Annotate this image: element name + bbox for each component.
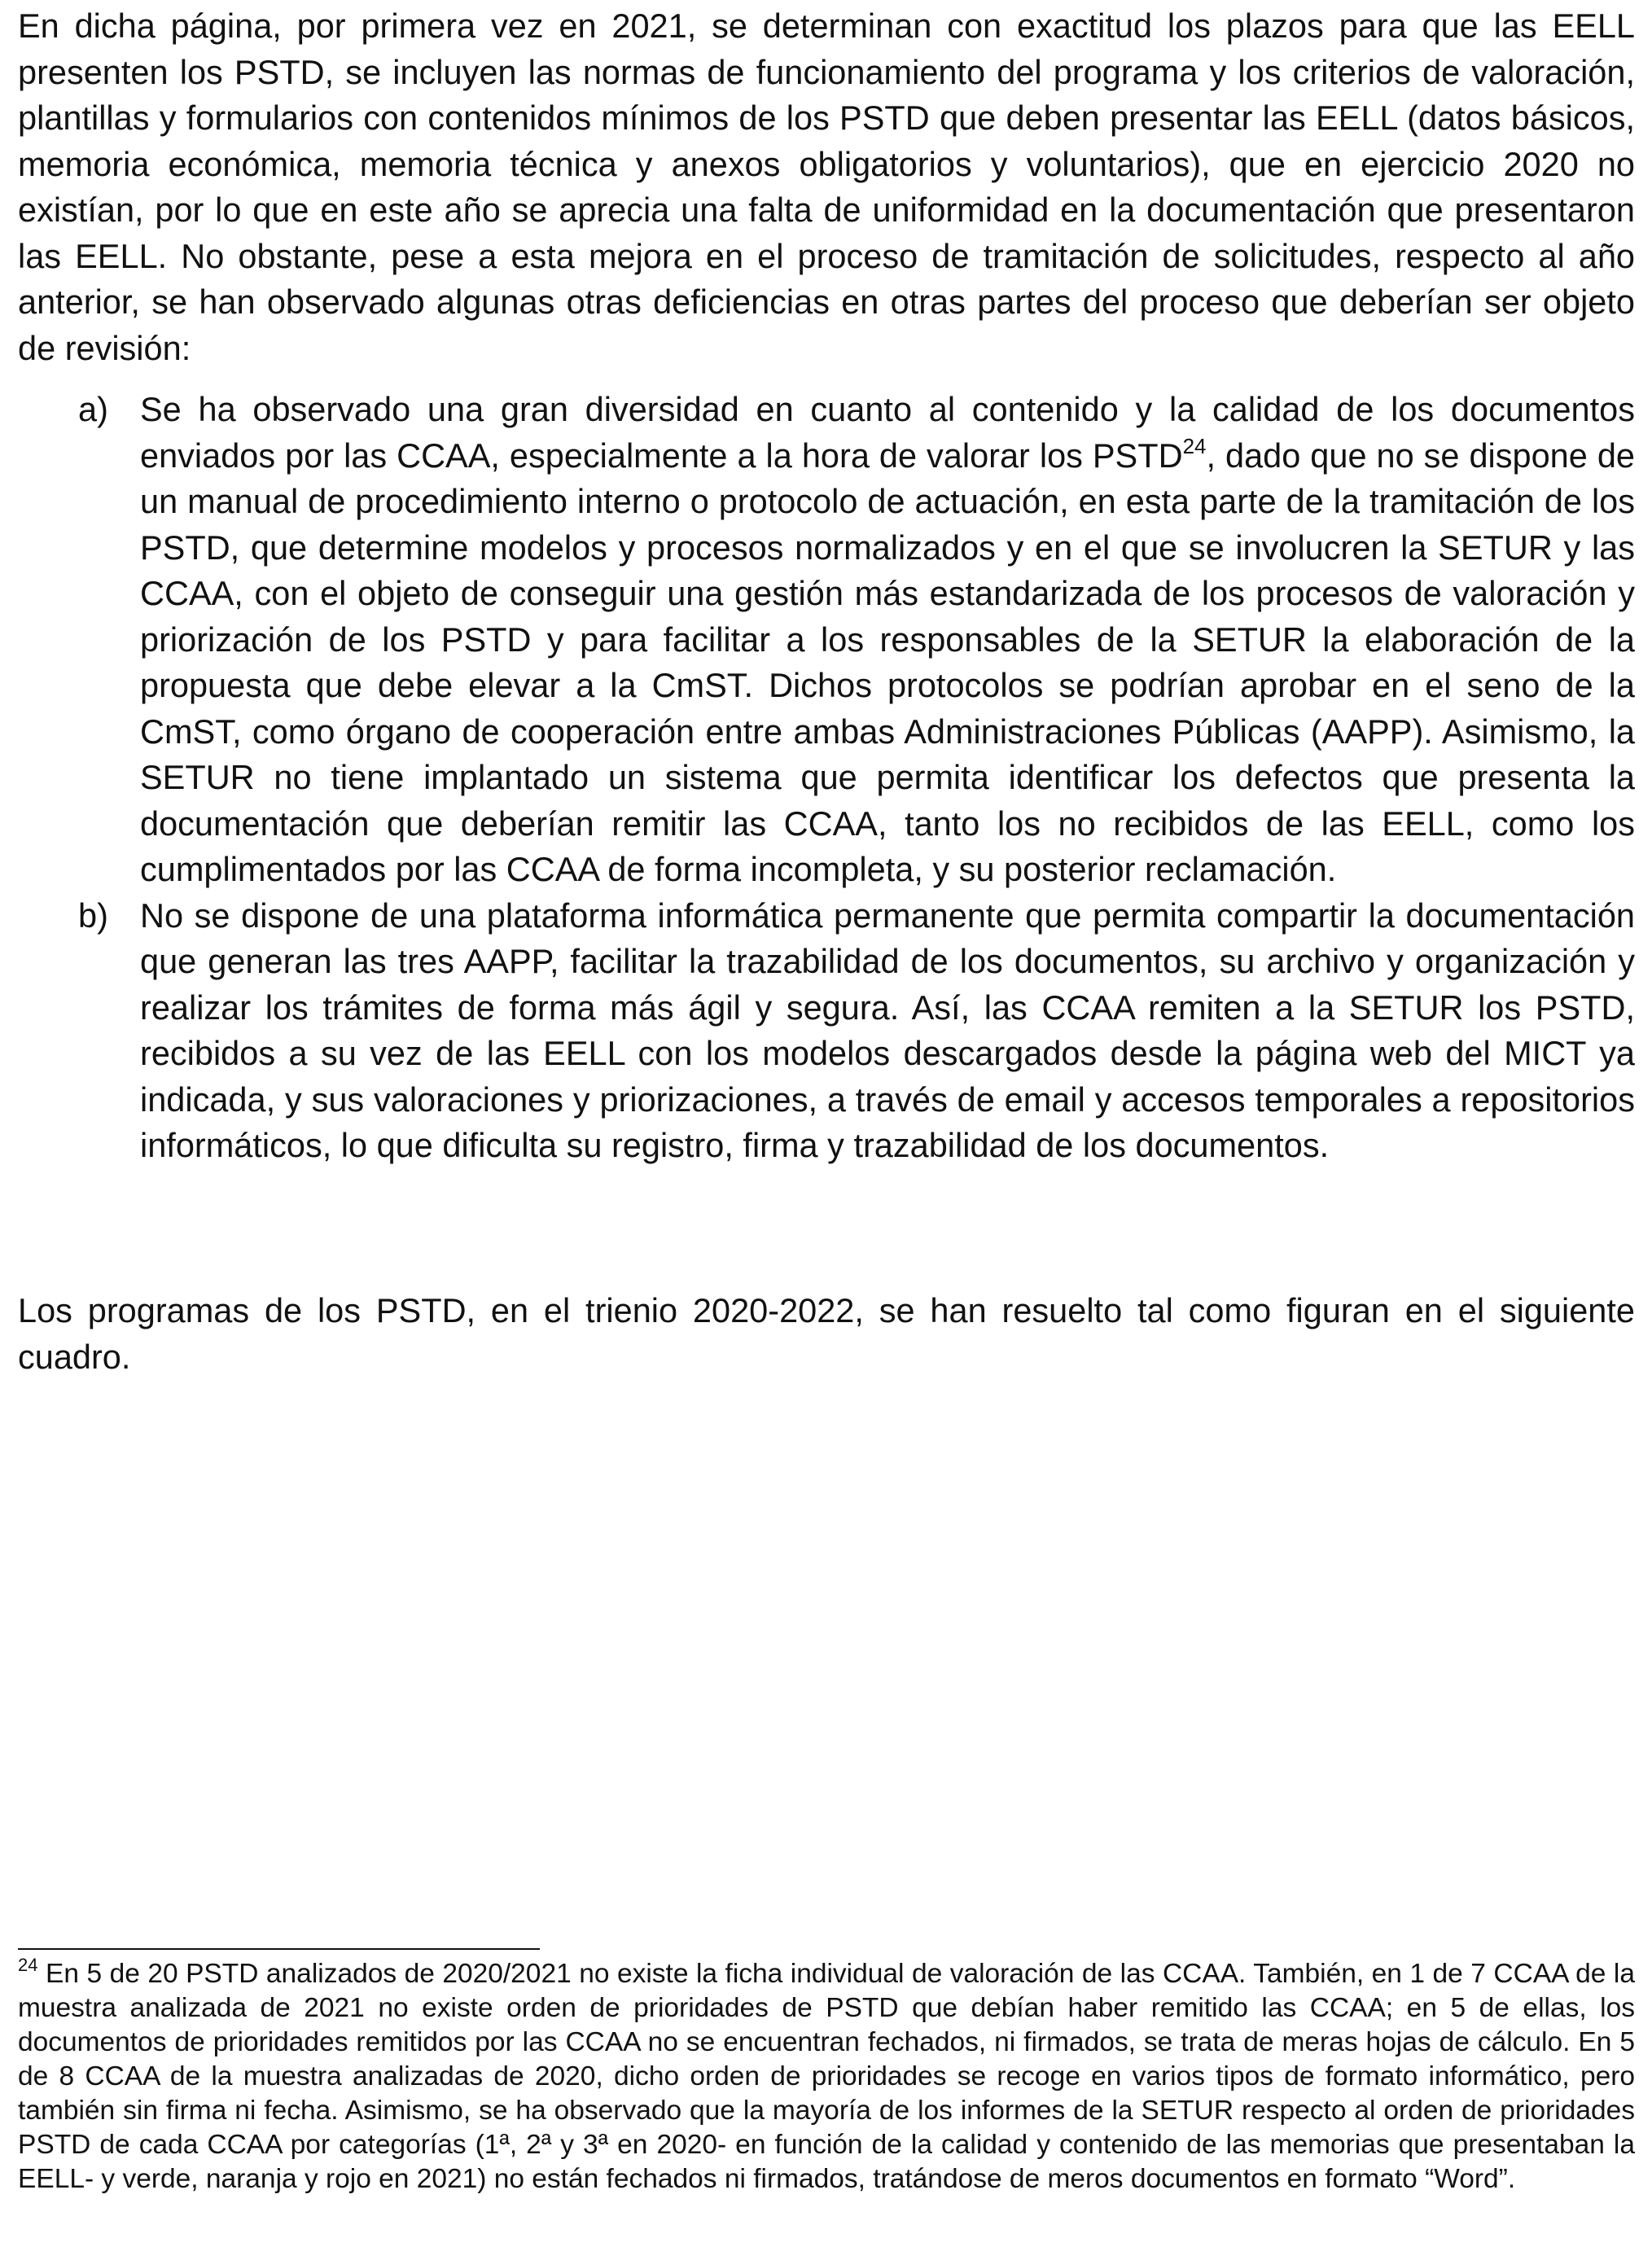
list-item-b-text: No se dispone de una plataforma informática permanente que permita compartir la documentación que generan las tres AAPP, facilitar la trazabilidad de los documentos, su archivo y organización y realizar los trámites de forma más ágil y segura. Así, las CCAA remiten a la SETUR los PSTD, recibidos a su vez de las EELL con los modelos descargados desde la página web del MICT ya indicada, y sus valoraciones y priorizaciones, a través de email y accesos temporales a repositorios informáticos, lo que dificulta su registro, firma y trazabilidad de los documentos. bbox=[140, 896, 1635, 1164]
list-marker-b: b) bbox=[78, 896, 108, 935]
list-item bbox=[78, 893, 1635, 1169]
footnote bbox=[18, 1954, 1635, 2196]
footnote-separator bbox=[18, 1948, 540, 1950]
intro-paragraph: En dicha página, por primera vez en 2021, se determinan con exactitud los plazos para que las EELL presenten los PSTD, se incluyen las normas de funcionamiento del programa y los criterios de valoración, plantillas y formularios con contenidos mínimos de los PSTD que deben presentar las EELL (datos básicos, memoria económica, memoria técnica y anexos obligatorios y voluntarios), que en ejercicio 2020 no existían, por lo que en este año se aprecia una falta de uniformidad en la documentación que presentaron las EELL. No obstante, pese a esta mejora en el proceso de tramitación de solicitudes, respecto al año anterior, se han observado algunas otras deficiencias en otras partes del proceso que deberían ser objeto de revisión: bbox=[18, 7, 1635, 367]
deficiencies-list bbox=[78, 387, 1635, 1169]
closing-paragraph: Los programas de los PSTD, en el trienio 2020-2022, se han resuelto tal como figuran en el siguiente cuadro. bbox=[18, 1291, 1635, 1376]
footnote-number: 24 bbox=[18, 1954, 38, 1975]
list-item-a-text-end: , dado que no se dispone de un manual de procedimiento interno o protocolo de actuación, en esta parte de la tramitación de los PSTD, que determine modelos y procesos normalizados y en el que se involucren la SETUR y las CCAA, con el objeto de conseguir una gestión más estandarizada de los procesos de valoración y priorización de los PSTD y para facilitar a los responsables de la SETUR la elaboración de la propuesta que debe elevar a la CmST. Dichos protocolos se podrían aprobar en el seno de la CmST, como órgano de cooperación entre ambas Administraciones Públicas (AAPP). Asimismo, la SETUR no tiene implantado un sistema que permita identificar los defectos que presenta la documentación que deberían remitir las CCAA, tanto los no recibidos de las EELL, como los cumplimentados por las CCAA de forma incompleta, y su posterior reclamación. bbox=[140, 436, 1635, 888]
list-item bbox=[78, 387, 1635, 893]
footnote-reference[interactable]: 24 bbox=[1182, 433, 1207, 458]
footnote-text: En 5 de 20 PSTD analizados de 2020/2021 no existe la ficha individual de valoración de las CCAA. También, en 1 de 7 CCAA de la muestra analizada de 2021 no existe orden de prioridades de PSTD que debían haber remitido las CCAA; en 5 de ellas, los documentos de prioridades remitidos por las CCAA no se encuentran fechados, ni firmados, se trata de meras hojas de cálculo. En 5 de 8 CCAA de la muestra analizadas de 2020, dicho orden de prioridades se recoge en varios tipos de formato informático, pero también sin firma ni fecha. Asimismo, se ha observado que la mayoría de los informes de la SETUR respecto al orden de prioridades PSTD de cada CCAA por categorías (1ª, 2ª y 3ª en 2020- en función de la calidad y contenido de las memorias que presentaban la EELL- y verde, naranja y rojo en 2021) no están fechados ni firmados, tratándose de meros documentos en formato “Word”. bbox=[18, 1959, 1635, 2194]
list-item-a-text-start: Se ha observado una gran diversidad en cuanto al contenido y la calidad de los documentos enviados por las CCAA, especialmente a la hora de valorar los PSTD bbox=[140, 390, 1635, 475]
list-marker-a: a) bbox=[78, 390, 108, 428]
